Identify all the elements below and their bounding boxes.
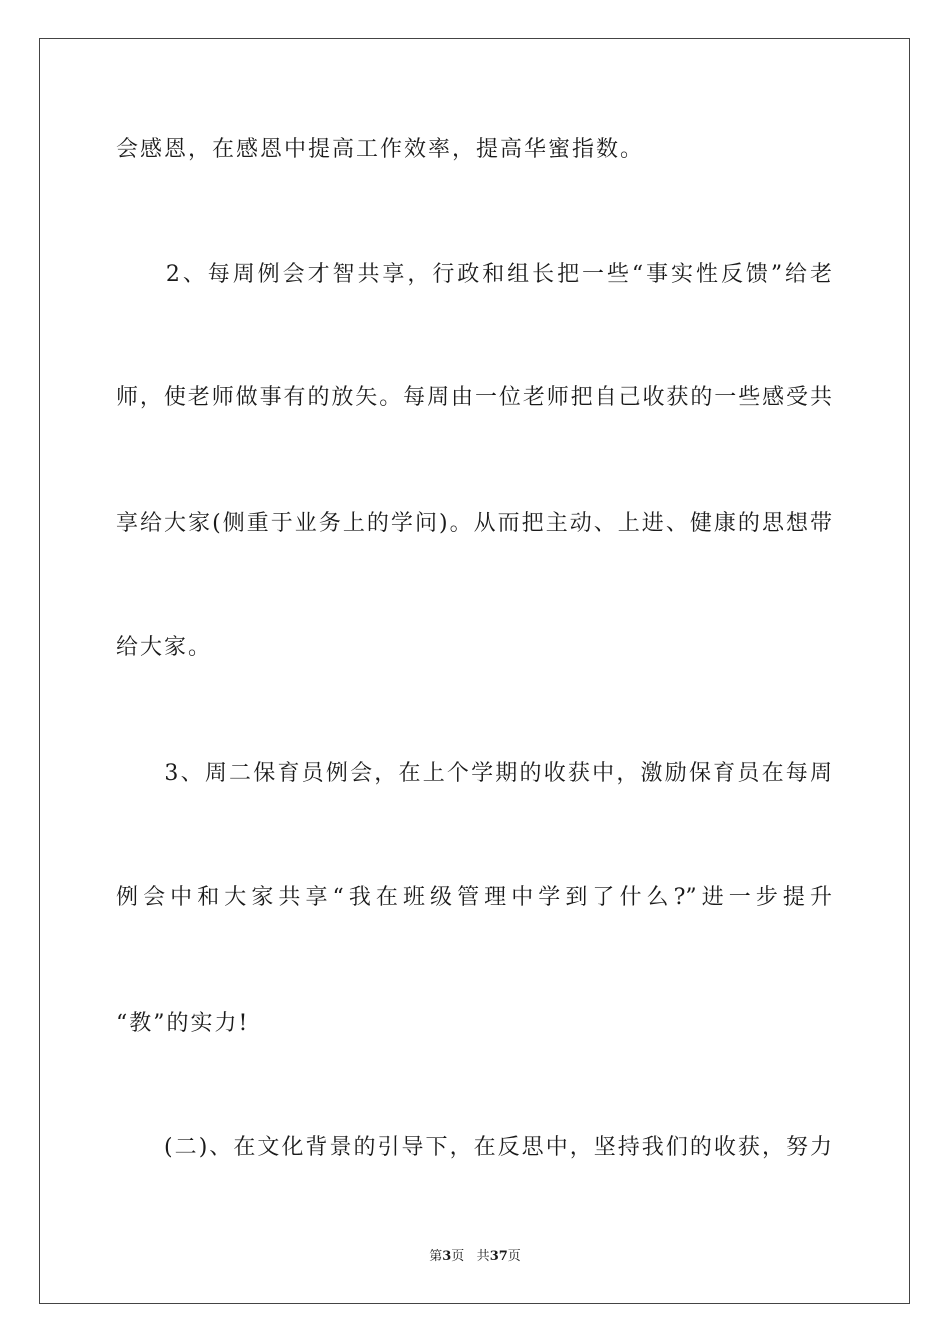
text-line-5: 给大家。 xyxy=(116,635,213,660)
page-footer xyxy=(0,1248,950,1266)
text-line-3: 师，使老师做事有的放矢。每周由一位老师把自己收获的一些感受共 xyxy=(116,385,832,410)
text-line-6: 3、周二保育员例会，在上个学期的收获中，激励保育员在每周 xyxy=(116,761,832,786)
footer-page-prefix: 第 xyxy=(429,1249,443,1264)
text-line-9: (二)、在文化背景的引导下，在反思中，坚持我们的收获，努力 xyxy=(116,1135,832,1160)
text-line-7: 例会中和大家共享“我在班级管理中学到了什么?”进一步提升 xyxy=(116,885,832,910)
page-frame xyxy=(39,38,910,1304)
text-line-1: 会感恩，在感恩中提高工作效率，提高华蜜指数。 xyxy=(116,137,645,162)
text-line-8: “教”的实力! xyxy=(116,1011,250,1036)
text-line-4: 享给大家(侧重于业务上的学问)。从而把主动、上进、健康的思想带 xyxy=(116,511,832,536)
footer-total-pages: 37 xyxy=(489,1249,508,1264)
footer-page-number: 3 xyxy=(442,1249,452,1264)
footer-total-suffix: 页 xyxy=(507,1249,521,1264)
text-line-2: 2、每周例会才智共享，行政和组长把一些“事实性反馈”给老 xyxy=(116,262,832,287)
footer-total-prefix: 共 xyxy=(476,1249,490,1264)
footer-page-suffix: 页 xyxy=(451,1249,465,1264)
